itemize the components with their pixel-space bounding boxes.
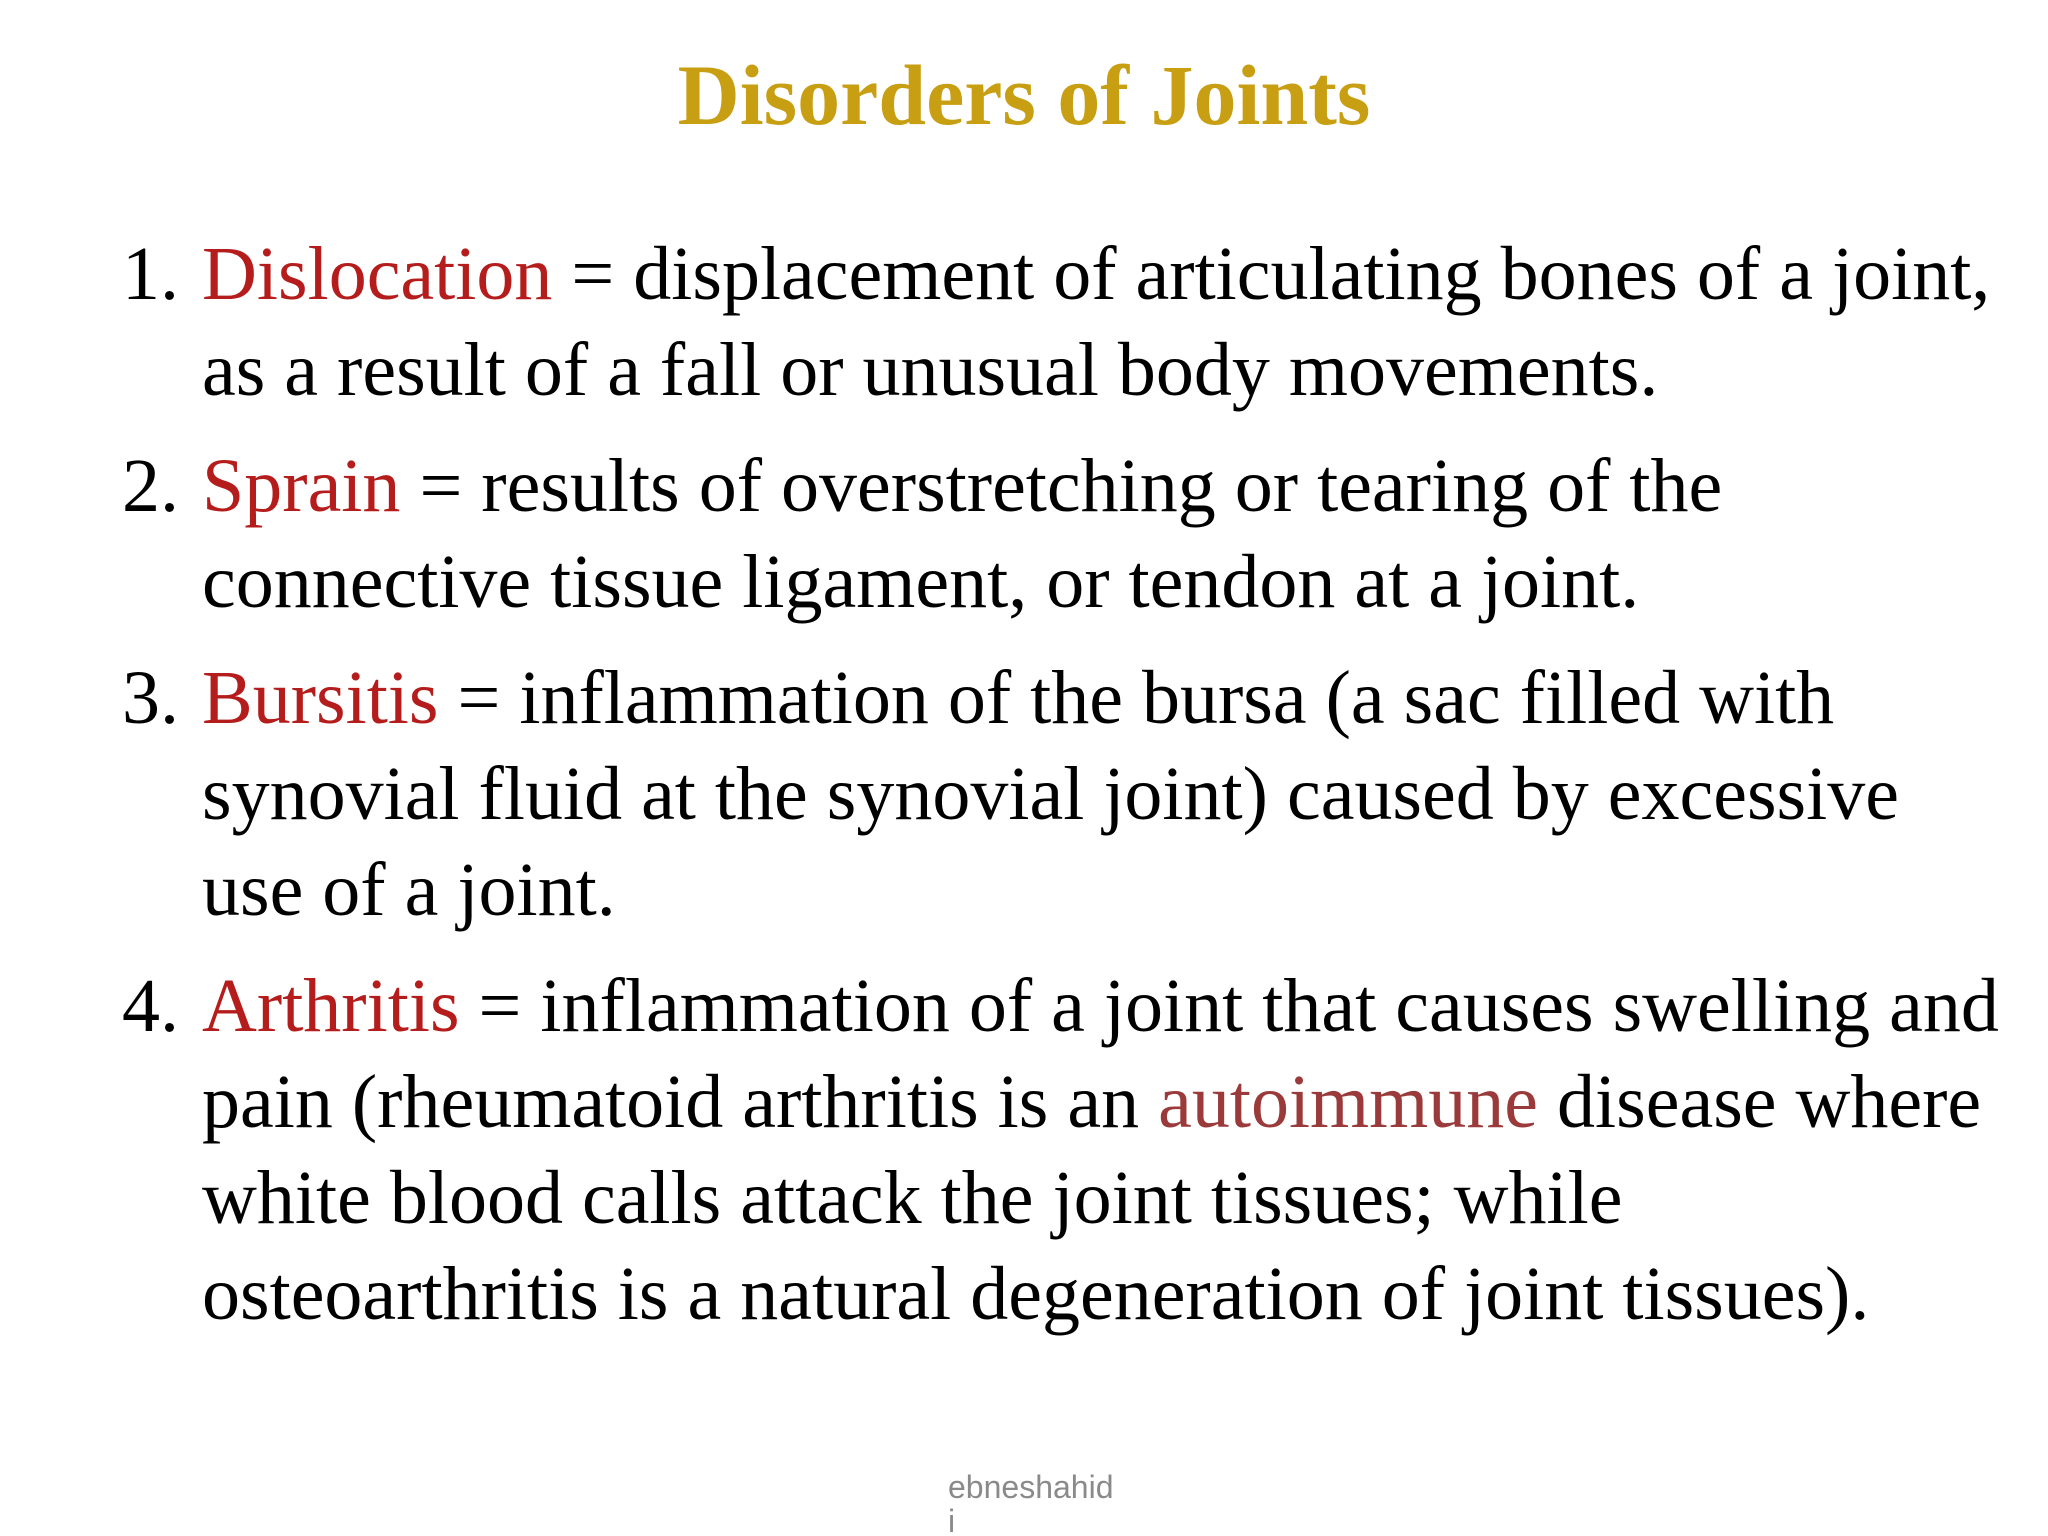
definition-arthritis-part1: = inflammation of a joint that causes swelling and pain (rheumatoid arthritis is an <box>202 964 1999 1144</box>
disorder-list <box>122 226 2012 1362</box>
term-dislocation: Dislocation <box>202 232 553 316</box>
list-item-arthritis <box>122 958 2012 1342</box>
highlight-autoimmune: autoimmune <box>1158 1060 1539 1144</box>
list-item-sprain <box>122 438 2012 630</box>
list-item-dislocation <box>122 226 2012 418</box>
slide-title: Disorders of Joints <box>677 47 1371 143</box>
definition-bursitis: = inflammation of the bursa (a sac filled with synovial fluid at the synovial joint) caused by excessive use of a joint. <box>202 656 1899 932</box>
definition-dislocation: = displacement of articulating bones of a joint, as a result of a fall or unusual body movements. <box>202 232 1991 412</box>
item-number: 3. <box>122 656 179 740</box>
term-sprain: Sprain <box>202 444 401 528</box>
definition-arthritis-part2: disease where white blood calls attack the joint tissues; while osteoarthritis is a natural degeneration of joint tissues). <box>202 1060 1982 1336</box>
item-number: 1. <box>122 232 179 316</box>
definition-sprain: = results of overstretching or tearing of the connective tissue ligament, or tendon at a joint. <box>202 444 1723 624</box>
term-bursitis: Bursitis <box>202 656 439 740</box>
term-arthritis: Arthritis <box>202 964 460 1048</box>
item-number: 4. <box>122 964 179 1048</box>
item-number: 2. <box>122 444 179 528</box>
list-item-bursitis <box>122 650 2012 938</box>
watermark-text: ebneshahidi <box>948 1469 1114 1536</box>
